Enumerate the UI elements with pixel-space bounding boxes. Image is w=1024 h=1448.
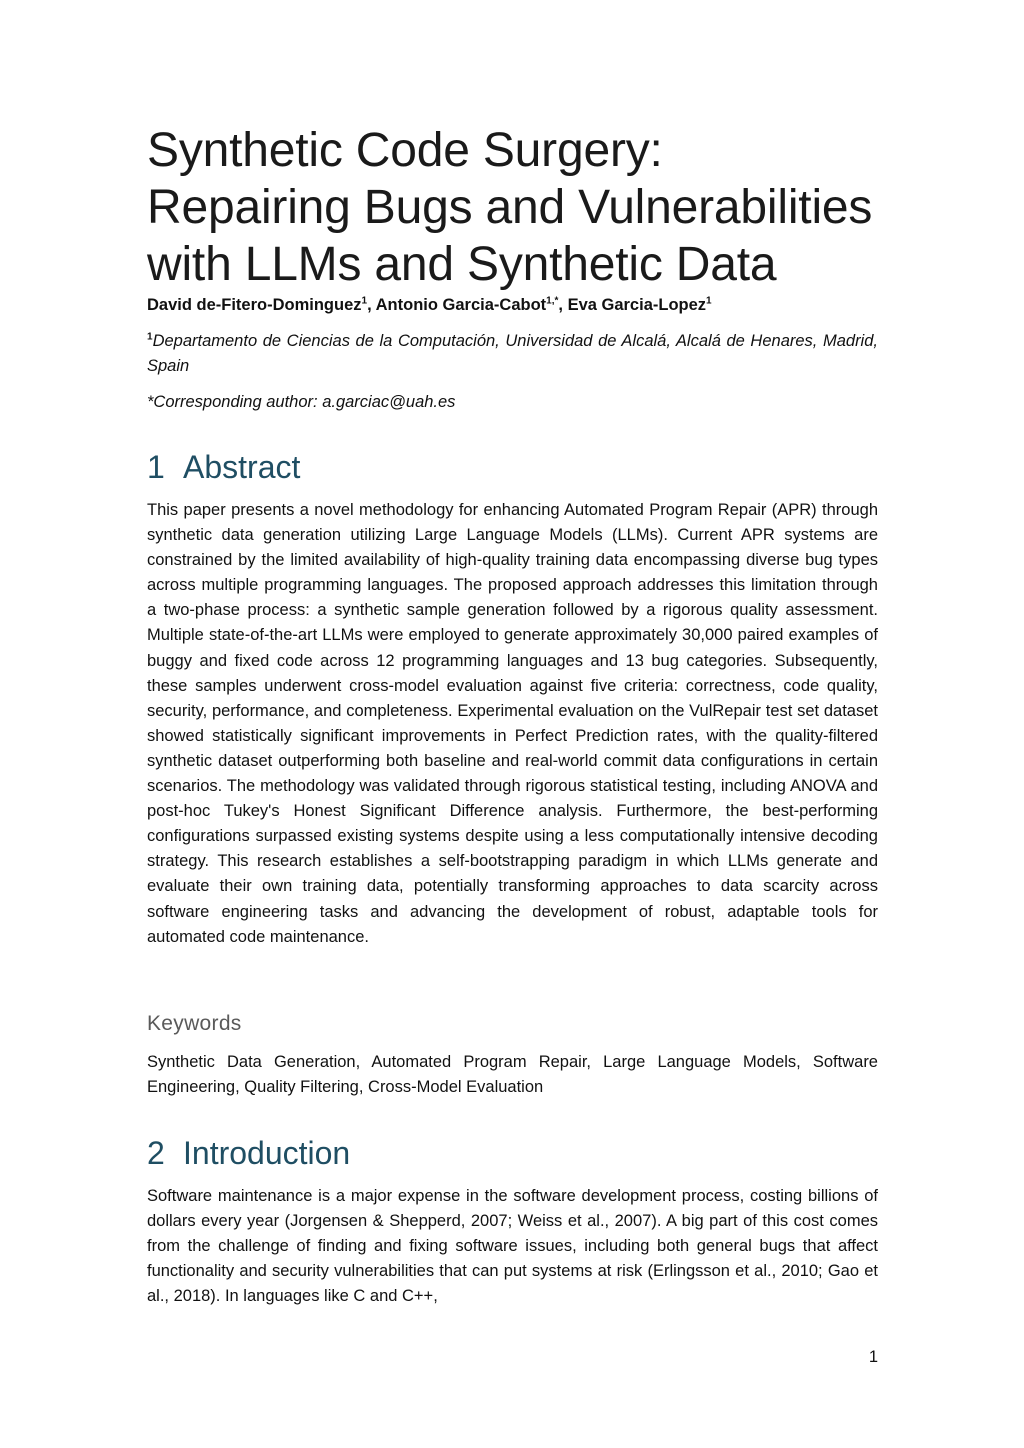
author-separator: , — [558, 296, 568, 314]
author-affiliation-marker: 1 — [706, 295, 712, 307]
abstract-text: This paper presents a novel methodology for enhancing Automated Program Repair (APR) through synthetic data generation utilizing Large Language Models (LLMs). Current APR systems are constrained by the limited availability of high-quality training data encompassing diverse bug types across multiple programming languages. The proposed approach addresses this limitation through a two-phase process: a synthetic sample generation followed by a rigorous quality assessment. Multiple state-of-the-art LLMs were employed to generate approximately 30,000 paired examples of buggy and fixed code across 12 programming languages and 13 bug categories. Subsequently, these samples underwent cross-model evaluation against five criteria: correctness, code quality, security, performance, and completeness. Experimental evaluation on the VulRepair test set dataset showed statistically significant improvements in Perfect Prediction rates, with the quality-filtered synthetic dataset outperforming both baseline and real-world commit data configurations in certain scenarios. The methodology was validated through rigorous statistical testing, including ANOVA and post-hoc Tukey's Honest Significant Difference analysis. Furthermore, the best-performing configurations surpassed existing systems despite using a less computationally intensive decoding strategy. This research establishes a self-bootstrapping paradigm in which LLMs generate and evaluate their own training data, potentially transforming approaches to data scarcity across software engineering tasks and advancing the development of robust, adaptable tools for automated code maintenance. — [147, 501, 878, 946]
affiliation — [147, 329, 878, 379]
section-heading-introduction — [147, 1133, 350, 1173]
author-separator: , — [367, 296, 376, 314]
author-name: Antonio Garcia-Cabot — [375, 296, 547, 314]
corresponding-author: *Corresponding author: a.garciac@uah.es — [147, 393, 456, 411]
keywords-heading: Keywords — [147, 1012, 242, 1035]
section-title: Introduction — [183, 1135, 351, 1171]
introduction-text: Software maintenance is a major expense in the software development process, costing billions of dollars every year (Jorgensen & Shepperd, 2007; Weiss et al., 2007). A big part of this cost comes from the challenge of finding and fixing software issues, including both general bugs that affect functionality and security vulnerabilities that can put systems at risk (Erlingsson et al., 2010; Gao et al., 2018). In languages like C and C++, — [147, 1187, 878, 1306]
author-list — [147, 294, 878, 316]
page-number: 1 — [868, 1348, 878, 1366]
author-affiliation-marker: 1 — [361, 295, 368, 307]
keywords-text: Synthetic Data Generation, Automated Program Repair, Large Language Models, Software Engineering, Quality Filtering, Cross-Model Evaluation — [147, 1053, 878, 1097]
affiliation-marker: 1 — [147, 331, 153, 343]
author-name: David de-Fitero-Dominguez — [147, 296, 362, 314]
author-name: Eva Garcia-Lopez — [567, 296, 707, 314]
section-number: 2 — [147, 1135, 165, 1171]
section-number: 1 — [147, 449, 165, 485]
author-affiliation-marker: 1,* — [546, 295, 559, 307]
section-heading-abstract — [147, 447, 300, 487]
section-title: Abstract — [183, 449, 301, 485]
paper-title: Synthetic Code Surgery: Repairing Bugs and Vulnerabilities with LLMs and Synthetic Data — [147, 124, 873, 291]
affiliation-text: Departamento de Ciencias de la Computación, Universidad de Alcalá, Alcalá de Henares, Madrid, Spain — [147, 332, 878, 375]
